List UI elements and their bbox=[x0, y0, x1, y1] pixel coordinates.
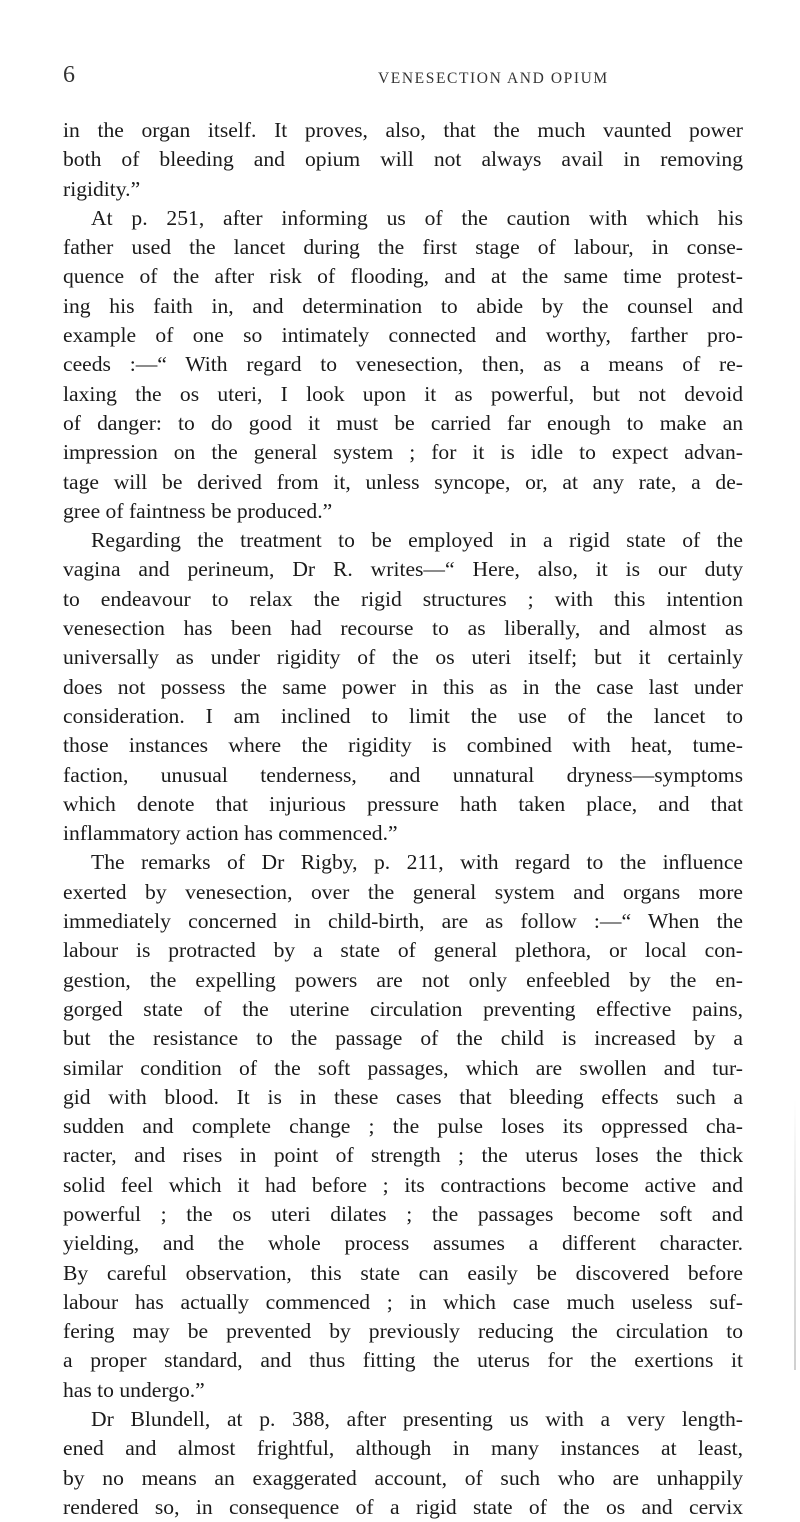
page-edge-shadow bbox=[794, 1100, 796, 1370]
text-line: both of bleeding and opium will not always avail in removing bbox=[63, 147, 743, 172]
text-line: faction, unusual tenderness, and unnatural dryness—symptoms bbox=[63, 762, 743, 787]
body-text bbox=[63, 116, 743, 1522]
text-line: ceeds :—“ With regard to venesection, then, as a means of re- bbox=[63, 352, 743, 377]
text-line: labour is protracted by a state of general plethora, or local con- bbox=[63, 938, 743, 963]
page-header bbox=[63, 60, 743, 92]
text-line: father used the lancet during the first stage of labour, in conse- bbox=[63, 235, 743, 260]
text-line: Dr Blundell, at p. 388, after presenting us with a very length- bbox=[91, 1407, 743, 1432]
text-line: to endeavour to relax the rigid structures ; with this intention bbox=[63, 586, 743, 611]
text-line: solid feel which it had before ; its contractions become active and bbox=[63, 1172, 743, 1197]
text-line: By careful observation, this state can easily be discovered before bbox=[63, 1260, 743, 1285]
page-number: 6 bbox=[63, 62, 75, 88]
text-line: in the organ itself. It proves, also, that the much vaunted power bbox=[63, 118, 743, 142]
text-line: rendered so, in consequence of a rigid state of the os and cervix bbox=[63, 1494, 743, 1519]
text-line: consideration. I am inclined to limit the use of the lancet to bbox=[63, 703, 743, 728]
text-line: powerful ; the os uteri dilates ; the passages become soft and bbox=[63, 1201, 743, 1226]
text-line: vagina and perineum, Dr R. writes—“ Here, also, it is our duty bbox=[63, 557, 743, 582]
text-line: gestion, the expelling powers are not only enfeebled by the en- bbox=[63, 967, 743, 992]
text-line: a proper standard, and thus fitting the uterus for the exertions it bbox=[63, 1348, 743, 1373]
text-line: rigidity.” bbox=[63, 176, 141, 201]
text-line: similar condition of the soft passages, which are swollen and tur- bbox=[63, 1055, 743, 1080]
text-line: by no means an exaggerated account, of such who are unhappily bbox=[63, 1465, 743, 1490]
running-title: VENESECTION AND OPIUM bbox=[378, 70, 609, 87]
text-line: At p. 251, after informing us of the caution with which his bbox=[91, 205, 743, 230]
text-line: ened and almost frightful, although in many instances at least, bbox=[63, 1436, 743, 1461]
text-line: exerted by venesection, over the general system and organs more bbox=[63, 879, 743, 904]
text-line: those instances where the rigidity is combined with heat, tume- bbox=[63, 733, 743, 758]
text-line: venesection has been had recourse to as liberally, and almost as bbox=[63, 616, 743, 641]
text-line: sudden and complete change ; the pulse loses its oppressed cha- bbox=[63, 1114, 743, 1139]
text-line: gree of faintness be produced.” bbox=[63, 498, 333, 523]
text-line: of danger: to do good it must be carried far enough to make an bbox=[63, 410, 743, 435]
text-line: impression on the general system ; for it is idle to expect advan- bbox=[63, 440, 743, 465]
text-line: ing his faith in, and determination to abide by the counsel and bbox=[63, 293, 743, 318]
text-line: gid with blood. It is in these cases that bleeding effects such a bbox=[63, 1084, 743, 1109]
text-line: quence of the after risk of flooding, and at the same time protest- bbox=[63, 264, 743, 289]
text-line: universally as under rigidity of the os uteri itself; but it certainly bbox=[63, 645, 743, 670]
text-line: tage will be derived from it, unless syncope, or, at any rate, a de- bbox=[63, 469, 743, 494]
text-line: Regarding the treatment to be employed in a rigid state of the bbox=[91, 528, 743, 553]
text-line: example of one so intimately connected and worthy, farther pro- bbox=[63, 323, 743, 348]
text-line: gorged state of the uterine circulation preventing effective pains, bbox=[63, 996, 743, 1021]
text-line: immediately concerned in child-birth, are as follow :—“ When the bbox=[63, 909, 743, 934]
text-line: which denote that injurious pressure hath taken place, and that bbox=[63, 791, 743, 816]
text-line: racter, and rises in point of strength ; the uterus loses the thick bbox=[63, 1143, 743, 1168]
text-line: laxing the os uteri, I look upon it as powerful, but not devoid bbox=[63, 381, 743, 406]
text-line: yielding, and the whole process assumes a different character. bbox=[63, 1231, 743, 1256]
text-line: The remarks of Dr Rigby, p. 211, with regard to the influence bbox=[91, 850, 743, 875]
text-line: fering may be prevented by previously reducing the circulation to bbox=[63, 1319, 743, 1344]
text-line: inflammatory action has commenced.” bbox=[63, 821, 398, 846]
text-line: but the resistance to the passage of the child is increased by a bbox=[63, 1026, 743, 1051]
text-line: labour has actually commenced ; in which case much useless suf- bbox=[63, 1289, 743, 1314]
text-line: does not possess the same power in this as in the case last under bbox=[63, 674, 743, 699]
text-line: has to undergo.” bbox=[63, 1377, 205, 1402]
